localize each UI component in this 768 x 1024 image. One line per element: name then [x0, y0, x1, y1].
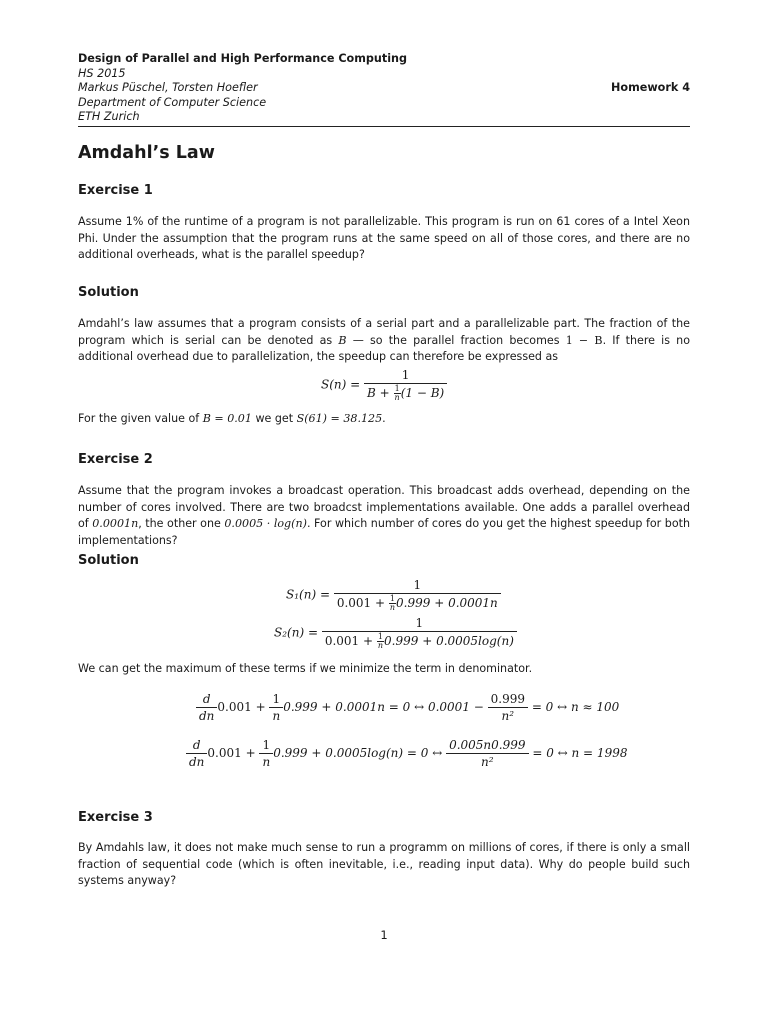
exercise-1-heading: Exercise 1: [78, 183, 153, 198]
derivative-equation-2: $\frac{d}{dn}$ 0.001 + $\frac{1}{n}$ 0.999 + 0.0005log(n) = 0 ↔ $\frac{0.005n0.999}{\text{n²}}$ = 0 ↔ n = 1998: [186, 738, 627, 769]
solution-2-heading: Solution: [78, 553, 139, 568]
course-title: Design of Parallel and High Performance Computing: [78, 52, 408, 65]
solution-1-result: For the given value of B = 0.01 we get S(61) = 38.125.: [78, 412, 386, 425]
exercise-2-text: Assume that the program invokes a broadcast operation. This broadcast adds overhead, depending on the number of cores involved. There are two broadcst implementations available. One adds a parallel overhead of 0.0001n, the other one 0.0005 · log(n). For which number of cores do you get the highest speedup for both implementations?: [78, 484, 690, 547]
homework-label: Homework 4: [611, 81, 690, 94]
header-rule: [78, 126, 690, 127]
amdahl-equation: S(n) = 1 B + $\frac{1}{n}$ (1 − B): [321, 368, 447, 402]
semester: HS 2015: [78, 66, 126, 80]
s1-equation: S₁(n) = 1 0.001 + $\frac{1}{n}$ 0.999 + 0.0001n: [286, 578, 501, 612]
solution-1-text: Amdahl’s law assumes that a program consists of a serial part and a parallelizable part. The fraction of the program which is serial can be denoted as B — so the parallel fraction becomes 1 − B. If there is no additional overhead due to parallelization, the speedup can therefore be expressed as: [78, 317, 691, 363]
document-page: [78, 0, 690, 1024]
page-number: 1: [380, 928, 388, 942]
exercise-1-text: Assume 1% of the runtime of a program is not parallelizable. This program is run on 61 cores of a Intel Xeon Phi. Under the assumption that the program runs at the same speed on all of those cores, and there are no additional overheads, what is the parallel speedup?: [78, 215, 690, 261]
exercise-3-heading: Exercise 3: [78, 810, 153, 825]
document-header: [78, 52, 690, 125]
solution-2-text: We can get the maximum of these terms if we minimize the term in denominator.: [78, 662, 533, 675]
authors: Markus Püschel, Torsten Hoefler: [78, 81, 258, 94]
university: ETH Zurich: [78, 110, 140, 123]
exercise-2-heading: Exercise 2: [78, 452, 153, 467]
exercise-3-text: By Amdahls law, it does not make much sense to run a programm on millions of cores, if there is only a small fraction of sequential code (which is often inevitable, i.e., reading input data). Why do people build such systems anyway?: [78, 841, 690, 887]
derivative-equation-1: $\frac{d}{dn}$ 0.001 + $\frac{1}{n}$ 0.999 + 0.0001n = 0 ↔ 0.0001 − $\frac{0.999}{\text{n²}}$ = 0 ↔ n ≈ 100: [196, 692, 619, 723]
s2-equation: S₂(n) = 1 0.001 + $\frac{1}{n}$ 0.999 + 0.0005log(n): [274, 616, 517, 650]
solution-1-heading: Solution: [78, 285, 139, 300]
department: Department of Computer Science: [78, 95, 267, 109]
page-title: Amdahl’s Law: [78, 143, 215, 163]
